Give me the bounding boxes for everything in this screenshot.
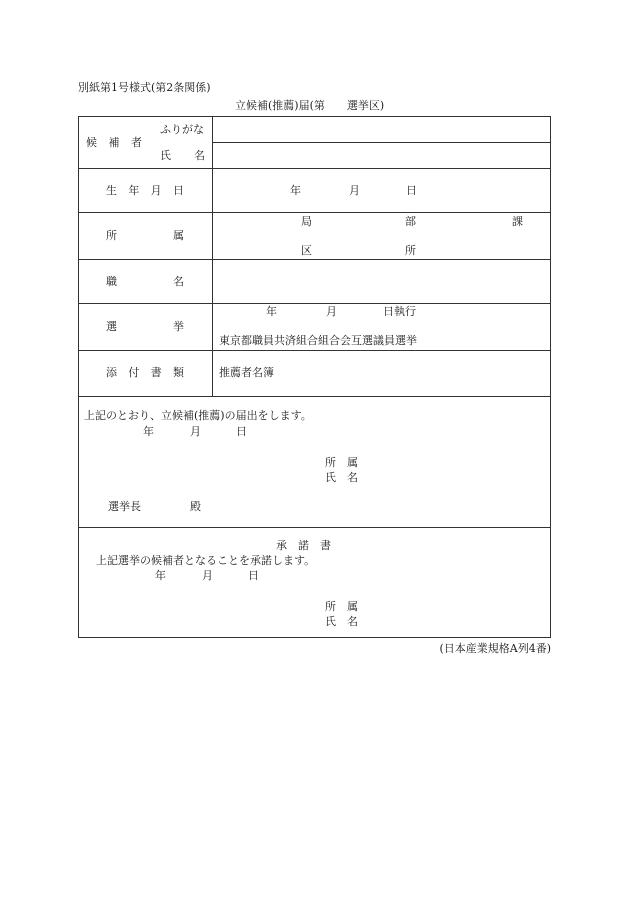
addressee-label: 選挙長 <box>108 500 141 513</box>
notice-statement: 上記のとおり、立候補(推薦)の届出をします。 <box>84 409 312 422</box>
position-field[interactable] <box>213 260 550 303</box>
paper-size-note: (日本産業規格A列4番) <box>439 642 551 655</box>
form-title: 立候補(推薦)届(第 選挙区) <box>235 99 385 112</box>
furigana-field[interactable] <box>213 117 550 142</box>
row-divider <box>78 350 551 351</box>
birth-date-field[interactable]: 年 月 日 <box>290 184 417 197</box>
form-reference: 別紙第1号様式(第2条関係) <box>78 81 211 94</box>
notice-affiliation-label: 所 属 <box>325 456 358 469</box>
affiliation-field[interactable]: 局 部 課 区 所 <box>301 215 523 257</box>
attachments-value: 推薦者名簿 <box>219 366 274 379</box>
notice-date[interactable]: 年 月 日 <box>143 425 247 438</box>
candidate-label: 候 補 者 <box>86 136 146 149</box>
row-divider <box>78 396 551 397</box>
name-field[interactable] <box>213 143 550 168</box>
election-field[interactable]: 年 月 日執行 東京都職員共済組合組合会互選議員選挙 <box>219 305 417 347</box>
consent-title: 承 諾 書 <box>276 539 331 552</box>
consent-affiliation-label: 所 属 <box>325 600 358 613</box>
birth-date-label: 生 年 月 日 <box>106 184 184 197</box>
consent-date[interactable]: 年 月 日 <box>155 569 259 582</box>
attachments-label: 添 付 書 類 <box>106 366 184 379</box>
furigana-label: ふりがな <box>160 123 204 136</box>
election-label: 選 挙 <box>106 320 184 333</box>
row-divider <box>78 527 551 528</box>
name-label: 氏 名 <box>160 149 211 162</box>
affiliation-label: 所 属 <box>106 229 184 242</box>
election-name: 東京都職員共済組合組合会互選議員選挙 <box>219 334 417 347</box>
consent-statement: 上記選挙の候補者となることを承諾します。 <box>96 554 316 567</box>
honorific-label: 殿 <box>190 500 201 513</box>
consent-name-label: 氏 名 <box>325 615 358 628</box>
notice-name-label: 氏 名 <box>325 471 358 484</box>
position-label: 職 名 <box>106 275 184 288</box>
